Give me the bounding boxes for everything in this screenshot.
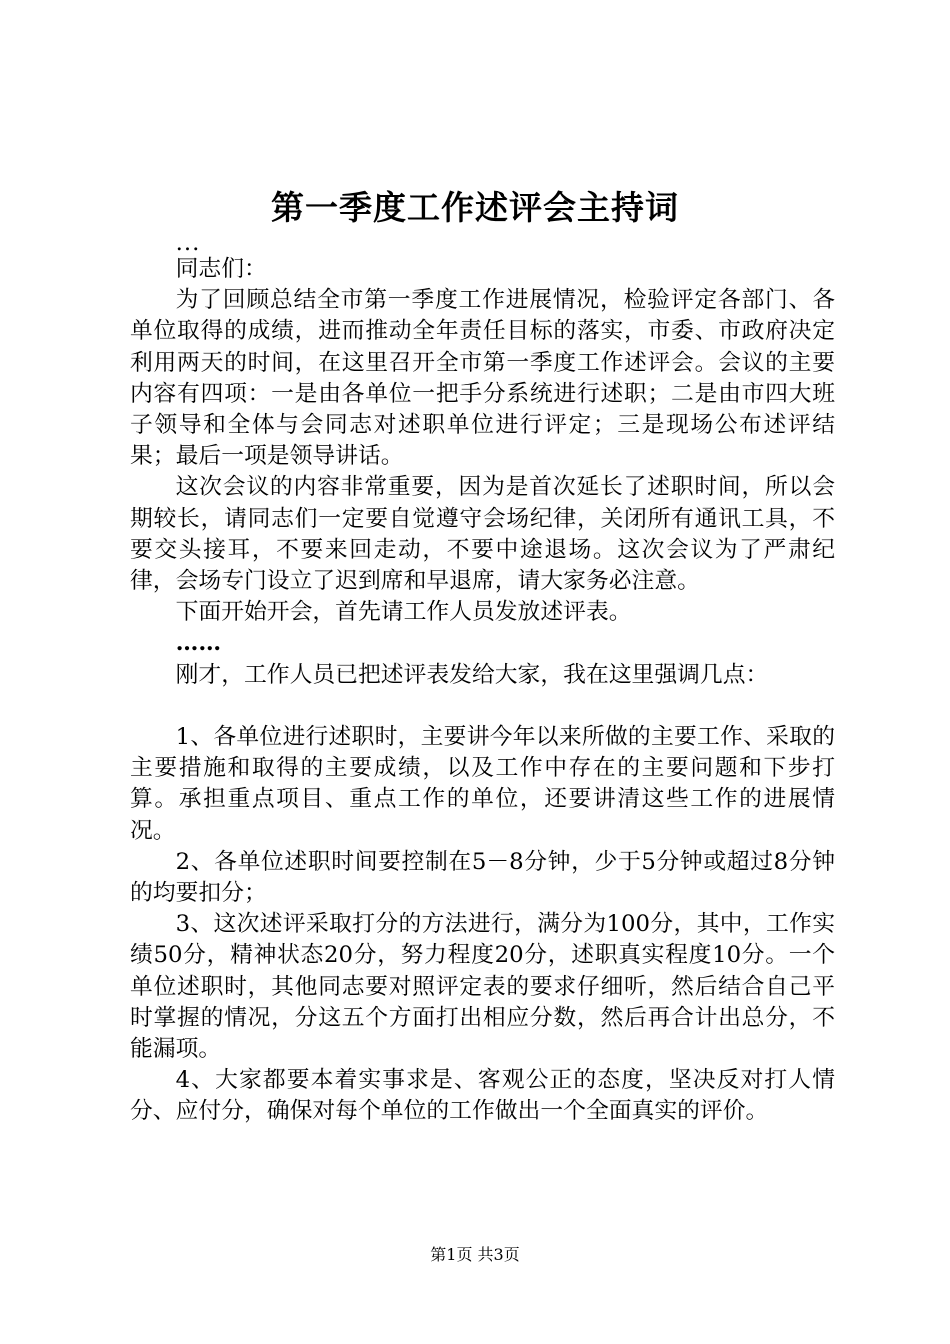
paragraph-3: 下面开始开会，首先请工作人员发放述评表。 xyxy=(175,599,632,626)
document-body xyxy=(130,232,835,1128)
point-4: 4、大家都要本着实事求是、客观公正的态度，坚决反对打人情分、应付分，确保对每个单位的工作做出一个全面真实的评价。 xyxy=(130,1067,835,1125)
points-intro: 刚才，工作人员已把述评表发给大家，我在这里强调几点： xyxy=(175,661,769,688)
blank-line xyxy=(130,691,835,722)
point-2: 2、各单位述职时间要控制在5－8分钟，少于5分钟或超过8分钟的均要扣分； xyxy=(130,848,835,907)
document-title: 第一季度工作述评会主持词 xyxy=(271,188,679,227)
lead-dots: ... xyxy=(175,230,201,256)
paragraph-2: 这次会议的内容非常重要，因为是首次延长了述职时间，所以会期较长，请同志们一定要自觉遵守会场纪律，关闭所有通讯工具，不要交头接耳，不要来回走动，不要中途退场。这次会议为了严肃纪律，会场专门设立了迟到席和早退席，请大家务必注意。 xyxy=(130,474,835,595)
salutation: 同志们： xyxy=(175,256,267,282)
paragraph-1: 为了回顾总结全市第一季度工作进展情况，检验评定各部门、各单位取得的成绩，进而推动全年责任目标的落实，市委、市政府决定利用两天的时间，在这里召开全市第一季度工作述评会。会议的主要内容有四项：一是由各单位一把手分系统进行述职；二是由市四大班子领导和全体与会同志对述职单位进行评定；三是现场公布述评结果；最后一项是领导讲话。 xyxy=(130,287,835,470)
point-3: 3、这次述评采取打分的方法进行，满分为100分，其中，工作实绩50分，精神状态20分，努力程度20分，述职真实程度10分。一个单位述职时，其他同志要对照评定表的要求仔细听，然后结合自己平时掌握的情况，分这五个方面打出相应分数，然后再合计出总分，不能漏项。 xyxy=(130,911,835,1063)
page-footer: 第1页 共3页 xyxy=(430,1245,520,1264)
ellipsis-line: …… xyxy=(175,630,222,657)
point-1: 1、各单位进行述职时，主要讲今年以来所做的主要工作、采取的主要措施和取得的主要成绩，以及工作中存在的主要问题和下步打算。承担重点项目、重点工作的单位，还要讲清这些工作的进展情况。 xyxy=(130,724,835,844)
